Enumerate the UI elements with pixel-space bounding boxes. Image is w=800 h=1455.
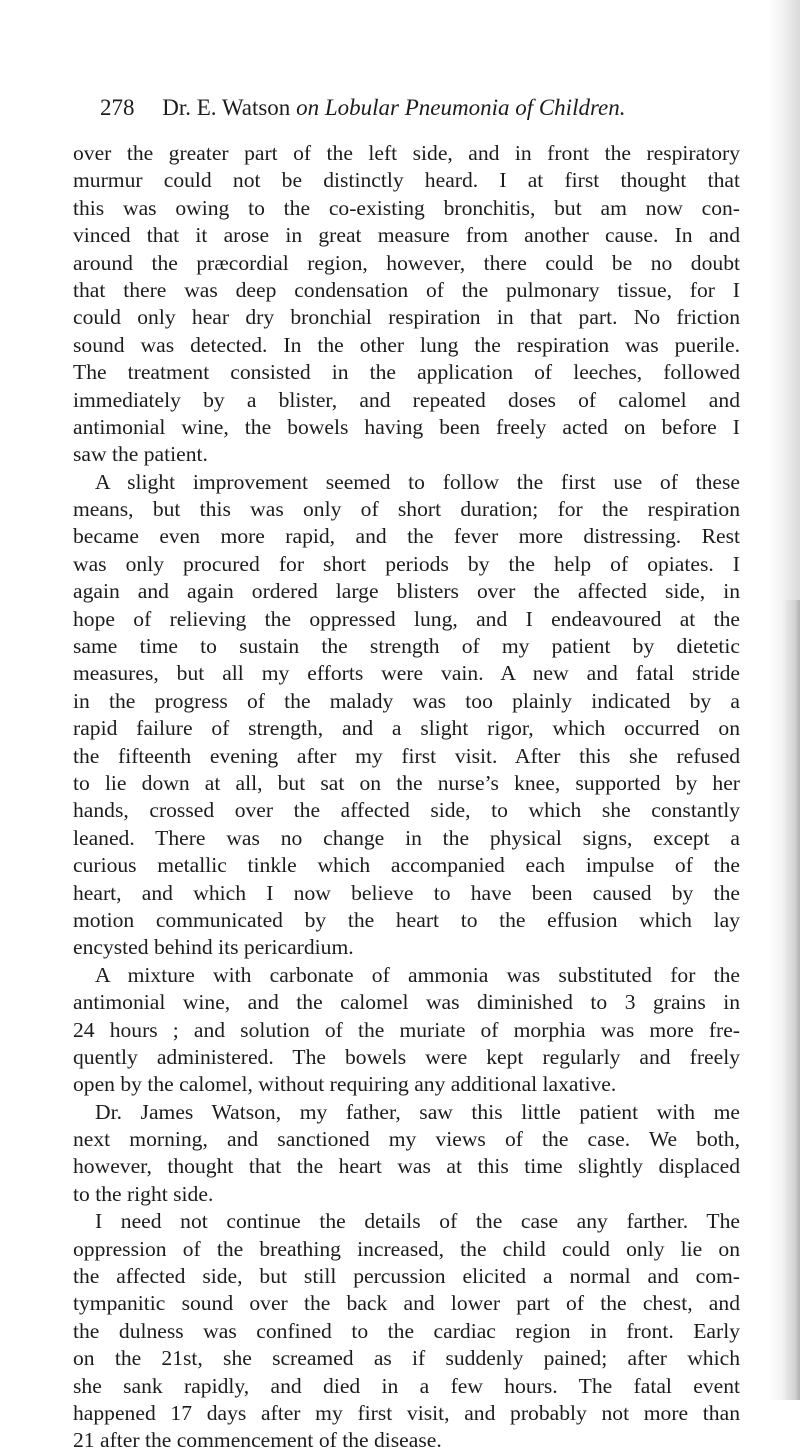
text-line: 24 hours ; and solution of the muriate of morphia was more fre-: [73, 1017, 740, 1042]
text-line: immediately by a blister, and repeated doses of calomel and: [73, 387, 740, 412]
text-line: murmur could not be distinctly heard. I at first thought that: [73, 168, 740, 193]
text-line: became even more rapid, and the fever more distressing. Rest: [73, 524, 740, 549]
text-line: this was owing to the co-existing bronchitis, but am now con-: [73, 195, 740, 220]
text-line: over the greater part of the left side, and in front the respiratory: [73, 141, 740, 165]
header-title: Lobular Pneumonia of Children.: [324, 95, 626, 120]
header-title-prefix: [296, 95, 325, 120]
text-line: on the 21st, she screamed as if suddenly pained; after which: [73, 1346, 740, 1371]
text-line: rapid failure of strength, and a slight rigor, which occurred on: [73, 716, 740, 741]
text-line: quently administered. The bowels were kept regularly and freely: [73, 1044, 740, 1069]
text-line: saw the patient.: [73, 442, 208, 467]
text-line: Dr. James Watson, my father, saw this little patient with me: [95, 1099, 740, 1124]
text-line: leaned. There was no change in the physical signs, except a: [73, 825, 740, 850]
text-line: sound was detected. In the other lung the respiration was puerile.: [73, 332, 740, 357]
text-line: however, thought that the heart was at this time slightly displaced: [73, 1154, 740, 1179]
text-line: hope of relieving the oppressed lung, and I endeavoured at the: [73, 606, 740, 631]
text-line: tympanitic sound over the back and lower part of the chest, and: [73, 1291, 740, 1316]
text-line: happened 17 days after my first visit, and probably not more than: [73, 1400, 740, 1425]
header-author: Dr. E. Watson: [162, 95, 291, 120]
text-line: motion communicated by the heart to the effusion which lay: [73, 907, 740, 932]
running-header: [100, 92, 740, 124]
text-line: 21 after the commencement of the disease.: [73, 1428, 442, 1453]
text-line: A slight improvement seemed to follow the first use of these: [95, 469, 740, 494]
text-line: to the right side.: [73, 1181, 214, 1206]
text-line: antimonial wine, and the calomel was diminished to 3 grains in: [73, 990, 740, 1015]
text-line: was only procured for short periods by the help of opiates. I: [73, 551, 740, 576]
text-line: measures, but all my efforts were vain. A new and fatal stride: [73, 661, 740, 686]
text-line: A mixture with carbonate of ammonia was substituted for the: [95, 962, 740, 987]
text-line: next morning, and sanctioned my views of the case. We both,: [73, 1127, 740, 1152]
text-line: The treatment consisted in the application of leeches, followed: [73, 360, 740, 385]
text-line: around the præcordial region, however, there could be no doubt: [73, 250, 740, 275]
text-line: means, but this was only of short duration; for the respiration: [73, 497, 740, 522]
text-line: antimonial wine, the bowels having been freely acted on before I: [73, 414, 740, 439]
page-number: 278: [100, 95, 135, 120]
text-line: encysted behind its pericardium.: [73, 935, 354, 960]
header-title-prefix-text: on: [296, 95, 320, 120]
text-line: the dulness was confined to the cardiac region in front. Early: [73, 1318, 740, 1343]
text-line: could only hear dry bronchial respiration in that part. No friction: [73, 305, 740, 330]
text-line: heart, and which I now believe to have been caused by the: [73, 880, 740, 905]
text-line: she sank rapidly, and died in a few hours. The fatal event: [73, 1373, 740, 1398]
text-line: again and again ordered large blisters over the affected side, in: [73, 579, 740, 604]
text-line: I need not continue the details of the case any farther. The: [95, 1209, 740, 1234]
page-edge-shadow: [782, 600, 800, 1400]
text-line: same time to sustain the strength of my patient by dietetic: [73, 634, 740, 659]
text-line: to lie down at all, but sat on the nurse’s knee, supported by her: [73, 770, 740, 795]
text-line: curious metallic tinkle which accompanied each impulse of the: [73, 853, 740, 878]
text-line: hands, crossed over the affected side, to which she constantly: [73, 798, 740, 823]
text-line: in the progress of the malady was too plainly indicated by a: [73, 688, 740, 713]
text-line: oppression of the breathing increased, the child could only lie on: [73, 1236, 740, 1261]
body-text: [73, 140, 740, 1455]
text-line: open by the calomel, without requiring any additional laxative.: [73, 1072, 617, 1097]
text-line: that there was deep condensation of the pulmonary tissue, for I: [73, 277, 740, 302]
text-line: the affected side, but still percussion elicited a normal and com-: [73, 1264, 740, 1289]
text-line: vinced that it arose in great measure from another cause. In and: [73, 223, 740, 248]
text-line: the fifteenth evening after my first visit. After this she refused: [73, 743, 740, 768]
